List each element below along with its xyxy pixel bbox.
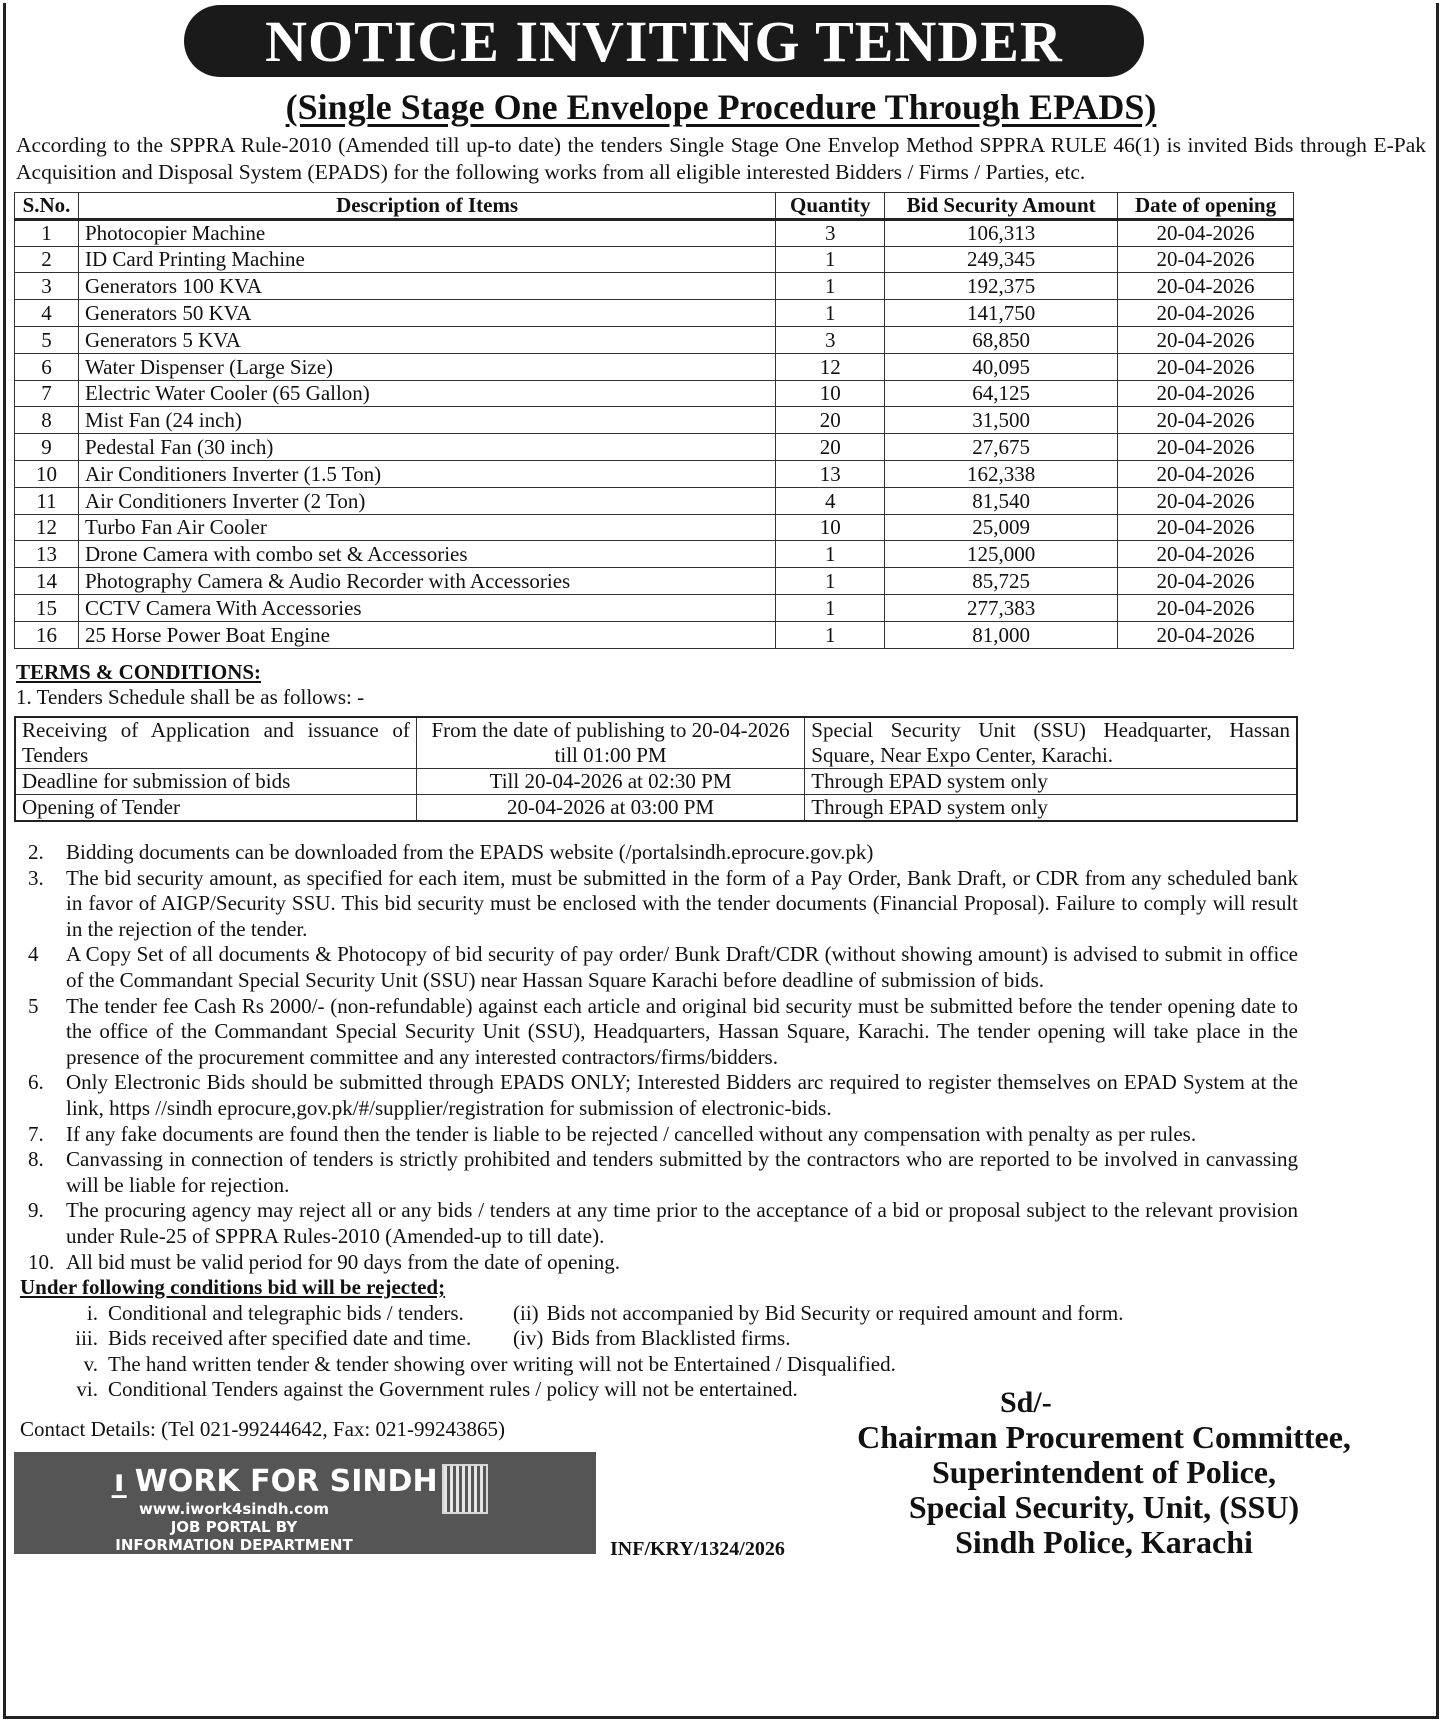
table-cell: 25 Horse Power Boat Engine xyxy=(78,621,775,648)
table-cell: 3 xyxy=(776,326,885,353)
table-cell: Mist Fan (24 inch) xyxy=(78,407,775,434)
table-cell: 20 xyxy=(776,407,885,434)
table-cell: Photocopier Machine xyxy=(78,219,775,246)
signatory-line: Superintendent of Police, xyxy=(932,1454,1276,1490)
table-row xyxy=(15,219,1294,246)
column-header: Description of Items xyxy=(78,193,775,220)
table-cell: 12 xyxy=(15,514,79,541)
table-cell: 15 xyxy=(15,594,79,621)
condition-item xyxy=(18,866,1298,943)
table-cell: 2 xyxy=(15,246,79,273)
rejection-number: v. xyxy=(83,1351,98,1376)
table-cell: Pedestal Fan (30 inch) xyxy=(78,434,775,461)
table-row xyxy=(15,273,1294,300)
schedule-cell: Till 20-04-2026 at 02:30 PM xyxy=(416,769,804,795)
rejection-item xyxy=(18,1377,1298,1403)
signatory-line: Chairman Procurement Committee, xyxy=(857,1419,1351,1455)
table-cell: 40,095 xyxy=(885,353,1118,380)
logo-line: INFORMATION DEPARTMENT xyxy=(115,1536,353,1554)
schedule-row xyxy=(15,795,1297,822)
table-row xyxy=(15,407,1294,434)
rejection-number: iii. xyxy=(75,1326,98,1351)
condition-item xyxy=(18,1250,1298,1276)
table-cell: 14 xyxy=(15,568,79,595)
signatory-line: Sindh Police, Karachi xyxy=(955,1524,1253,1560)
schedule-cell: Deadline for submission of bids xyxy=(15,769,416,795)
table-cell: 25,009 xyxy=(885,514,1118,541)
table-cell: 20 xyxy=(776,434,885,461)
table-row xyxy=(15,246,1294,273)
table-cell: 20-04-2026 xyxy=(1118,568,1294,595)
table-cell: Air Conditioners Inverter (1.5 Ton) xyxy=(78,460,775,487)
column-header: S.No. xyxy=(15,193,79,220)
table-cell: 3 xyxy=(15,273,79,300)
page-title: NOTICE INVITING TENDER xyxy=(184,5,1144,77)
table-header-row xyxy=(15,193,1294,220)
schedule-cell: Through EPAD system only xyxy=(805,795,1297,822)
iwork4sindh-banner xyxy=(14,1452,596,1554)
table-cell: 1 xyxy=(776,568,885,595)
table-cell: 4 xyxy=(776,487,885,514)
table-cell: Drone Camera with combo set & Accessories xyxy=(78,541,775,568)
condition-item xyxy=(18,994,1298,1071)
table-cell: 5 xyxy=(15,326,79,353)
table-cell: 249,345 xyxy=(885,246,1118,273)
condition-number: 7. xyxy=(28,1121,44,1146)
rejection-text: Bids not accompanied by Bid Security or required amount and form. xyxy=(546,1300,1124,1325)
table-cell: 141,750 xyxy=(885,300,1118,327)
table-cell: 10 xyxy=(776,514,885,541)
table-cell: 10 xyxy=(776,380,885,407)
condition-text: If any fake documents are found then the tender is liable to be rejected / cancelled without any compensation with penalty as per rules. xyxy=(66,1121,1197,1146)
table-cell: 4 xyxy=(15,300,79,327)
schedule-cell: Receiving of Application and issuance of Tenders xyxy=(15,717,416,769)
table-cell: 162,338 xyxy=(885,460,1118,487)
rejection-number: (ii) xyxy=(513,1300,539,1325)
table-cell: 20-04-2026 xyxy=(1118,514,1294,541)
table-row xyxy=(15,434,1294,461)
table-cell: 31,500 xyxy=(885,407,1118,434)
condition-text: Only Electronic Bids should be submitted through EPADS ONLY; Interested Bidders arc required to register themselves on EPAD System at the link, https //sindh eprocure,gov.pk/#/supplier/registration for submission of electronic-bids. xyxy=(66,1070,1298,1120)
table-cell: 8 xyxy=(15,407,79,434)
table-cell: 20-04-2026 xyxy=(1118,300,1294,327)
table-cell: 1 xyxy=(776,273,885,300)
table-cell: 20-04-2026 xyxy=(1118,460,1294,487)
schedule-row xyxy=(15,769,1297,795)
table-cell: 20-04-2026 xyxy=(1118,273,1294,300)
table-cell: 1 xyxy=(776,621,885,648)
table-cell: 1 xyxy=(776,541,885,568)
table-cell: 20-04-2026 xyxy=(1118,621,1294,648)
table-cell: 68,850 xyxy=(885,326,1118,353)
column-header: Quantity xyxy=(776,193,885,220)
schedule-table xyxy=(14,716,1298,822)
table-cell: 13 xyxy=(776,460,885,487)
schedule-cell: Special Security Unit (SSU) Headquarter, Hassan Square, Near Expo Center, Karachi. xyxy=(805,717,1297,769)
table-cell: 1 xyxy=(776,594,885,621)
schedule-cell: Opening of Tender xyxy=(15,795,416,822)
condition-number: 10. xyxy=(28,1249,55,1274)
condition-text: The tender fee Cash Rs 2000/- (non-refundable) against each article and original bid security must be submitted before the tender opening date to the office of the Commandant Special Security Unit (SSU), Headquarters, Hassan Square, Karachi. The tender opening will take place in the presence of the procurement committee and any interested contractors/firms/bidders. xyxy=(66,993,1298,1069)
rejection-item xyxy=(18,1326,1298,1352)
table-cell: Photography Camera & Audio Recorder with Accessories xyxy=(78,568,775,595)
schedule-cell: From the date of publishing to 20-04-2026 till 01:00 PM xyxy=(416,717,804,769)
condition-text: The procuring agency may reject all or any bids / tenders at any time prior to the acceptance of a bid or proposal subject to the relevant provision under Rule-25 of SPPRA Rules-2010 (Amended-up to till date). xyxy=(66,1198,1298,1248)
table-cell: 1 xyxy=(15,219,79,246)
condition-item xyxy=(18,1122,1298,1148)
table-row xyxy=(15,621,1294,648)
rejection-heading: Under following conditions bid will be rejected; xyxy=(20,1275,446,1300)
table-cell: 81,000 xyxy=(885,621,1118,648)
table-row xyxy=(15,300,1294,327)
rejection-number: (iv) xyxy=(513,1326,544,1351)
table-row xyxy=(15,326,1294,353)
table-cell: 20-04-2026 xyxy=(1118,353,1294,380)
table-cell: 20-04-2026 xyxy=(1118,246,1294,273)
table-cell: 20-04-2026 xyxy=(1118,487,1294,514)
table-cell: 16 xyxy=(15,621,79,648)
condition-item xyxy=(18,1147,1298,1198)
brand-logo: ı̲ WORK FOR SINDH xyxy=(114,1464,438,1499)
condition-item xyxy=(18,1070,1298,1121)
schedule-cell: 20-04-2026 at 03:00 PM xyxy=(416,795,804,822)
table-cell: 85,725 xyxy=(885,568,1118,595)
table-cell: Generators 100 KVA xyxy=(78,273,775,300)
rejection-text: Bids received after specified date and time. xyxy=(108,1326,472,1351)
condition-text: All bid must be valid period for 90 days from the date of opening. xyxy=(66,1249,621,1274)
condition-number: 2. xyxy=(28,840,44,864)
terms-heading: TERMS & CONDITIONS: xyxy=(16,660,262,684)
condition-number: 5 xyxy=(28,993,39,1018)
table-cell: 9 xyxy=(15,434,79,461)
table-cell: Electric Water Cooler (65 Gallon) xyxy=(78,380,775,407)
column-header: Date of opening xyxy=(1118,193,1294,220)
table-cell: ID Card Printing Machine xyxy=(78,246,775,273)
table-row xyxy=(15,594,1294,621)
table-row xyxy=(15,380,1294,407)
rejection-text: Conditional Tenders against the Government rules / policy will not be entertained. xyxy=(108,1377,798,1402)
condition-text: The bid security amount, as specified for each item, must be submitted in the form of a Pay Order, Bank Draft, or CDR from any scheduled bank in favor of AIGP/Security SSU. This bid security must be enclosed with the tender documents (Financial Proposal). Failure to comply will result in the rejection of the tender. xyxy=(66,865,1298,941)
condition-item xyxy=(18,942,1298,993)
table-cell: 1 xyxy=(776,246,885,273)
table-cell: 20-04-2026 xyxy=(1118,326,1294,353)
condition-number: 9. xyxy=(28,1198,44,1223)
table-cell: 27,675 xyxy=(885,434,1118,461)
rejection-text: The hand written tender & tender showing over writing will not be Entertained / Disqualified. xyxy=(108,1351,896,1376)
table-cell: 64,125 xyxy=(885,380,1118,407)
table-cell: 125,000 xyxy=(885,541,1118,568)
table-cell: 20-04-2026 xyxy=(1118,380,1294,407)
schedule-row xyxy=(15,717,1297,769)
table-row xyxy=(15,353,1294,380)
table-cell: 6 xyxy=(15,353,79,380)
table-cell: 20-04-2026 xyxy=(1118,434,1294,461)
table-cell: Generators 5 KVA xyxy=(78,326,775,353)
table-row xyxy=(15,514,1294,541)
qr-code-icon xyxy=(444,1466,486,1512)
signatory-block xyxy=(784,1420,1424,1560)
contact-details: Contact Details: (Tel 021-99244642, Fax: 021-99243865) xyxy=(20,1417,505,1441)
table-cell: Turbo Fan Air Cooler xyxy=(78,514,775,541)
table-cell: 3 xyxy=(776,219,885,246)
table-cell: 1 xyxy=(776,300,885,327)
table-cell: 81,540 xyxy=(885,487,1118,514)
condition-number: 8. xyxy=(28,1147,44,1172)
column-header: Bid Security Amount xyxy=(885,193,1118,220)
table-cell: 7 xyxy=(15,380,79,407)
table-row xyxy=(15,487,1294,514)
condition-text: Bidding documents can be downloaded from the EPADS website (/portalsindh.eprocure.gov.pk) xyxy=(66,840,874,864)
intro-paragraph: According to the SPPRA Rule-2010 (Amended till up-to date) the tenders Single Stage One Envelop Method SPPRA RULE 46(1) is invited Bids through E-Pak Acquisition and Disposal System (EPADS) for the following works from all eligible interested Bidders / Firms / Parties, etc. xyxy=(16,133,1426,184)
signature-sd: Sd/- xyxy=(1000,1386,1052,1419)
table-cell: 106,313 xyxy=(885,219,1118,246)
condition-item xyxy=(18,840,1298,866)
reference-number: INF/KRY/1324/2026 xyxy=(610,1538,785,1560)
table-cell: 12 xyxy=(776,353,885,380)
table-cell: 20-04-2026 xyxy=(1118,407,1294,434)
logo-url: www.iwork4sindh.com xyxy=(138,1500,330,1518)
table-cell: CCTV Camera With Accessories xyxy=(78,594,775,621)
rejection-number: vi. xyxy=(76,1377,98,1402)
rejection-item xyxy=(18,1352,1298,1378)
table-cell: Water Dispenser (Large Size) xyxy=(78,353,775,380)
table-cell: 20-04-2026 xyxy=(1118,219,1294,246)
table-cell: 13 xyxy=(15,541,79,568)
logo-line: JOB PORTAL BY xyxy=(170,1518,298,1536)
page-subtitle: (Single Stage One Envelope Procedure Through EPADS) xyxy=(285,87,1157,127)
table-row xyxy=(15,460,1294,487)
schedule-cell: Through EPAD system only xyxy=(805,769,1297,795)
conditions-list xyxy=(18,840,1298,1403)
rejection-number: i. xyxy=(86,1300,98,1325)
condition-text: A Copy Set of all documents & Photocopy of bid security of pay order/ Bunk Draft/CDR (without showing amount) is advised to submit in office of the Commandant Special Security Unit (SSU) near Hassan Square Karachi before deadline of submission of bids. xyxy=(66,942,1298,992)
rejection-text: Bids from Blacklisted firms. xyxy=(551,1326,791,1351)
table-row xyxy=(15,541,1294,568)
condition-text: Canvassing in connection of tenders is strictly prohibited and tenders submitted by the contractors who are reported to be involved in canvassing will be liable for rejection. xyxy=(66,1147,1298,1197)
table-cell: 277,383 xyxy=(885,594,1118,621)
table-cell: 20-04-2026 xyxy=(1118,541,1294,568)
terms-item-1: 1. Tenders Schedule shall be as follows: - xyxy=(16,685,365,709)
table-cell: 10 xyxy=(15,460,79,487)
condition-number: 4 xyxy=(28,942,39,967)
table-row xyxy=(15,568,1294,595)
condition-number: 3. xyxy=(28,865,44,890)
table-cell: 192,375 xyxy=(885,273,1118,300)
table-cell: 20-04-2026 xyxy=(1118,594,1294,621)
condition-number: 6. xyxy=(28,1070,44,1095)
signatory-line: Special Security, Unit, (SSU) xyxy=(908,1489,1300,1525)
condition-item xyxy=(18,1198,1298,1249)
items-table xyxy=(14,192,1294,649)
table-cell: Air Conditioners Inverter (2 Ton) xyxy=(78,487,775,514)
table-cell: Generators 50 KVA xyxy=(78,300,775,327)
rejection-item xyxy=(18,1301,1298,1327)
table-cell: 11 xyxy=(15,487,79,514)
rejection-text: Conditional and telegraphic bids / tenders. xyxy=(108,1300,464,1325)
